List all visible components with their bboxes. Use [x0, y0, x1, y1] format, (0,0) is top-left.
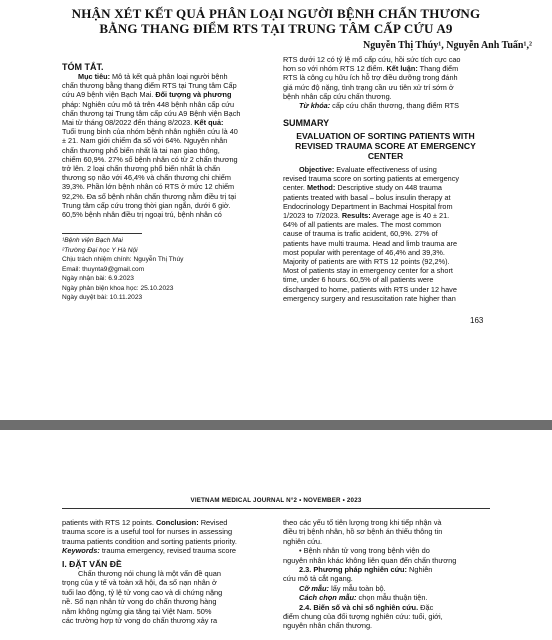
summary-line: Most of patients stay in emergency center for a short [283, 266, 453, 276]
tomtat-line: chấn thương tại Trung tâm cấp cứu A9 Bệnh viện Bạch [62, 108, 241, 118]
tomtat-line: cứu A9 bệnh viện Bạch Mai. Đối tượng và phương [62, 90, 232, 100]
footnote-divider [62, 233, 142, 234]
tomtat-line: chấn thương phổ biến nhất là tai nạn giao thông, [62, 145, 220, 155]
intro-line: trọng của y tế và toàn xã hội, đa số nạn nhân ở [62, 578, 217, 588]
subsection-2-3: 2.3. Phương pháp nghiên cứu: Nghiên [299, 565, 433, 575]
authors: Nguyễn Thị Thúy¹, Nguyễn Anh Tuấn¹,² [363, 40, 532, 51]
summary-line: time, under 6 hours. 60,5% of all patients were [283, 275, 434, 285]
intro-line: năm không ngừng gia tăng tại Việt Nam. 50% [62, 606, 212, 616]
intro-line: Chấn thương nói chung là một vấn đề quan [78, 569, 221, 579]
footnote-email: Email: thuynta9@gmail.com [62, 265, 145, 273]
summary-body [283, 165, 488, 303]
summary-line: discharged to home, patients with RTS under 12 have [283, 284, 457, 294]
summary-line: center. Method: Descriptive study on 448 trauma [283, 183, 442, 193]
intro-line: nề. Số nạn nhân tử vong do chấn thương hàng [62, 597, 217, 607]
summary-line: 1/2023 to 7/2023. Results: Average age is 40 ± 21. [283, 211, 450, 221]
article-title [0, 6, 552, 36]
conclusion-line: trauma patients condition and sorting patients priority. [62, 536, 237, 546]
subsection-2-4-line: điểm chung của đối tượng nghiên cứu: tuổi, giới, [283, 612, 443, 622]
tomtat-line: pháp: Nghiên cứu mô tả trên 448 bệnh nhân cấp cứu [62, 99, 235, 109]
right-vn-line: RTS dưới 12 có tỷ lệ mổ cấp cứu, hồi sức tích cực cao [283, 55, 461, 64]
section-1-heading: I. ĐẶT VẤN ĐỀ [62, 558, 122, 569]
right-line: theo các yếu tố tiên lượng trong khi tiếp nhận và [283, 518, 442, 527]
page2-left-column [62, 518, 274, 625]
tomtat-line: Mai từ tháng 08/2022 đến tháng 8/2023. Kết quả: [62, 118, 224, 128]
footnotes [62, 236, 274, 303]
summary-line: Majority of patients are with RTS 12 points (92,2%). [283, 257, 450, 267]
footnote-received: Ngày nhận bài: 6.9.2023 [62, 275, 134, 282]
summary-line: Objective: Evaluate effectiveness of using [299, 165, 437, 174]
subsection-2-3-line: cứu mô tả cắt ngang. [283, 574, 353, 584]
summary-title: EVALUATION OF SORTING PATIENTS WITH REVISED TRAUMA SCORE AT EMERGENCY CENTER [295, 131, 476, 161]
tomtat-heading: TÓM TẮT. [62, 62, 104, 72]
header-rule [62, 508, 490, 509]
intro-line: tuổi lao động, tỷ lệ tử vong cao và di chứng nặng [62, 587, 223, 597]
summary-line: most popular with perentage of 46,4% and 39,3%. [283, 247, 445, 257]
bullet-line: nguyên nhân khác không liên quan đến chấn thương [283, 555, 457, 565]
right-line: điều trị bệnh nhân, hồ sơ bệnh án thiếu thông tin [283, 527, 443, 537]
right-vn-line: bệnh nhân cấp cứu chấn thương. [283, 91, 392, 101]
footnote-reviewed: Ngày phản biện khoa học: 25.10.2023 [62, 284, 174, 292]
summary-line: cause of trauma is trafic acident, 60,9%. 27% of [283, 229, 438, 239]
intro-line: các trường hợp tử vong do chấn thương xảy ra [62, 616, 218, 626]
keywords-line: Keywords: trauma emergency, revised trauma score [62, 546, 237, 556]
footnote-affiliation-2: ²Trường Đại học Y Hà Nội [62, 246, 138, 254]
summary-line: patients have multi trauma. Head and limb trauma are [283, 238, 457, 248]
tomtat-line: trở lên. 2 loại chấn thương phổ biến nhất là chấn [62, 164, 221, 174]
sample-size-line: Cỡ mẫu: lấy mẫu toàn bộ. [299, 583, 386, 593]
right-vn-line: hơn so với nhóm RTS 12 điểm. Kết luận: Thang điểm [283, 64, 459, 74]
right-vn-line: RTS là công cụ hữu ích hỗ trợ điều dưỡng trong đánh [283, 73, 458, 83]
bullet-line: • Bệnh nhân tử vong trong bệnh viện do [299, 546, 430, 556]
tomtat-line: thương sọ não với 46,4% và chấn thương chi chiếm [62, 173, 231, 183]
tukhoa-line: Từ khóa: cấp cứu chấn thương, thang điểm RTS [299, 101, 459, 111]
tomtat-line: Mục tiêu: Mô tả kết quả phân loại người bệnh [78, 72, 228, 81]
summary-line: Endocrinology Department in Bachmai Hospital from [283, 201, 453, 211]
tomtat-body [62, 72, 274, 219]
right-line: nghiên cứu. [283, 536, 323, 546]
summary-line: 64% of all patients are males. The most common [283, 220, 442, 230]
tomtat-line: Tuổi trung bình của nhóm bệnh nhân nghiên cứu là 40 [62, 127, 238, 137]
ketluan-body [283, 55, 488, 110]
conclusion-line: patients with RTS 12 points. Conclusion: Revised [62, 518, 228, 527]
tomtat-line: 60,5% bệnh nhân điều trị ngoại trú, bệnh nhân có [62, 210, 222, 220]
subsection-2-4: 2.4. Biến số và chỉ số nghiên cứu. Đặc [299, 602, 434, 612]
journal-header: VIETNAM MEDICAL JOURNAL N°2 • NOVEMBER • 2023 [190, 497, 362, 504]
tomtat-line: Trung tâm cấp cứu trong thời gian ngắn, dưới 6 giờ. [62, 200, 231, 210]
subsection-2-4-line: nguyên nhân chấn thương. [283, 621, 373, 631]
title-line-2: BẰNG THANG ĐIỂM RTS TẠI TRUNG TÂM CẤP CỨU A9 [99, 21, 453, 36]
page-number: 163 [470, 316, 484, 325]
sampling-method-line: Cách chọn mẫu: chọn mẫu thuận tiện. [299, 593, 428, 603]
summary-line: emergency surgery and resuscitation rate higher than [283, 293, 456, 303]
summary-line: revised trauma score on sorting patients at emergency [283, 174, 460, 184]
tomtat-line: 39,3%. Phần lớn bệnh nhân có RTS ở mức 12 chiếm [62, 182, 235, 192]
footnote-affiliation-1: ¹Bệnh viện Bạch Mai [62, 237, 123, 244]
page-2 [0, 430, 552, 640]
footnote-accepted: Ngày duyệt bài: 10.11.2023 [62, 294, 143, 301]
right-vn-line: giá mức độ nặng, tình trạng cần ưu tiên xử trí sớm ở [283, 82, 454, 92]
title-line-1: NHẬN XÉT KẾT QUẢ PHÂN LOẠI NGƯỜI BỆNH CHẤN THƯƠNG [71, 6, 481, 21]
tomtat-line: ± 21. Nam giới chiếm đa số với 64%. Nguyên nhân [62, 136, 228, 146]
footnote-corresponding: Chịu trách nhiệm chính: Nguyễn Thị Thúy [62, 256, 184, 263]
tomtat-line: chiếm 60,9%. 27% số bệnh nhân có từ 2 chấn thương [62, 154, 238, 164]
tomtat-line: chấn thương bằng thang điểm RTS tại Trung tâm Cấp [62, 81, 237, 91]
conclusion-line: trauma score is a useful tool for nurses in assessing [62, 527, 233, 537]
tomtat-line: 92,2%. Đa số bệnh nhân chấn thương nằm điều trị tại [62, 191, 236, 201]
page2-right-column [283, 518, 490, 631]
summary-heading: SUMMARY [283, 118, 330, 128]
summary-line: patients treated with basal – bolus insulin therapy at [283, 192, 451, 202]
